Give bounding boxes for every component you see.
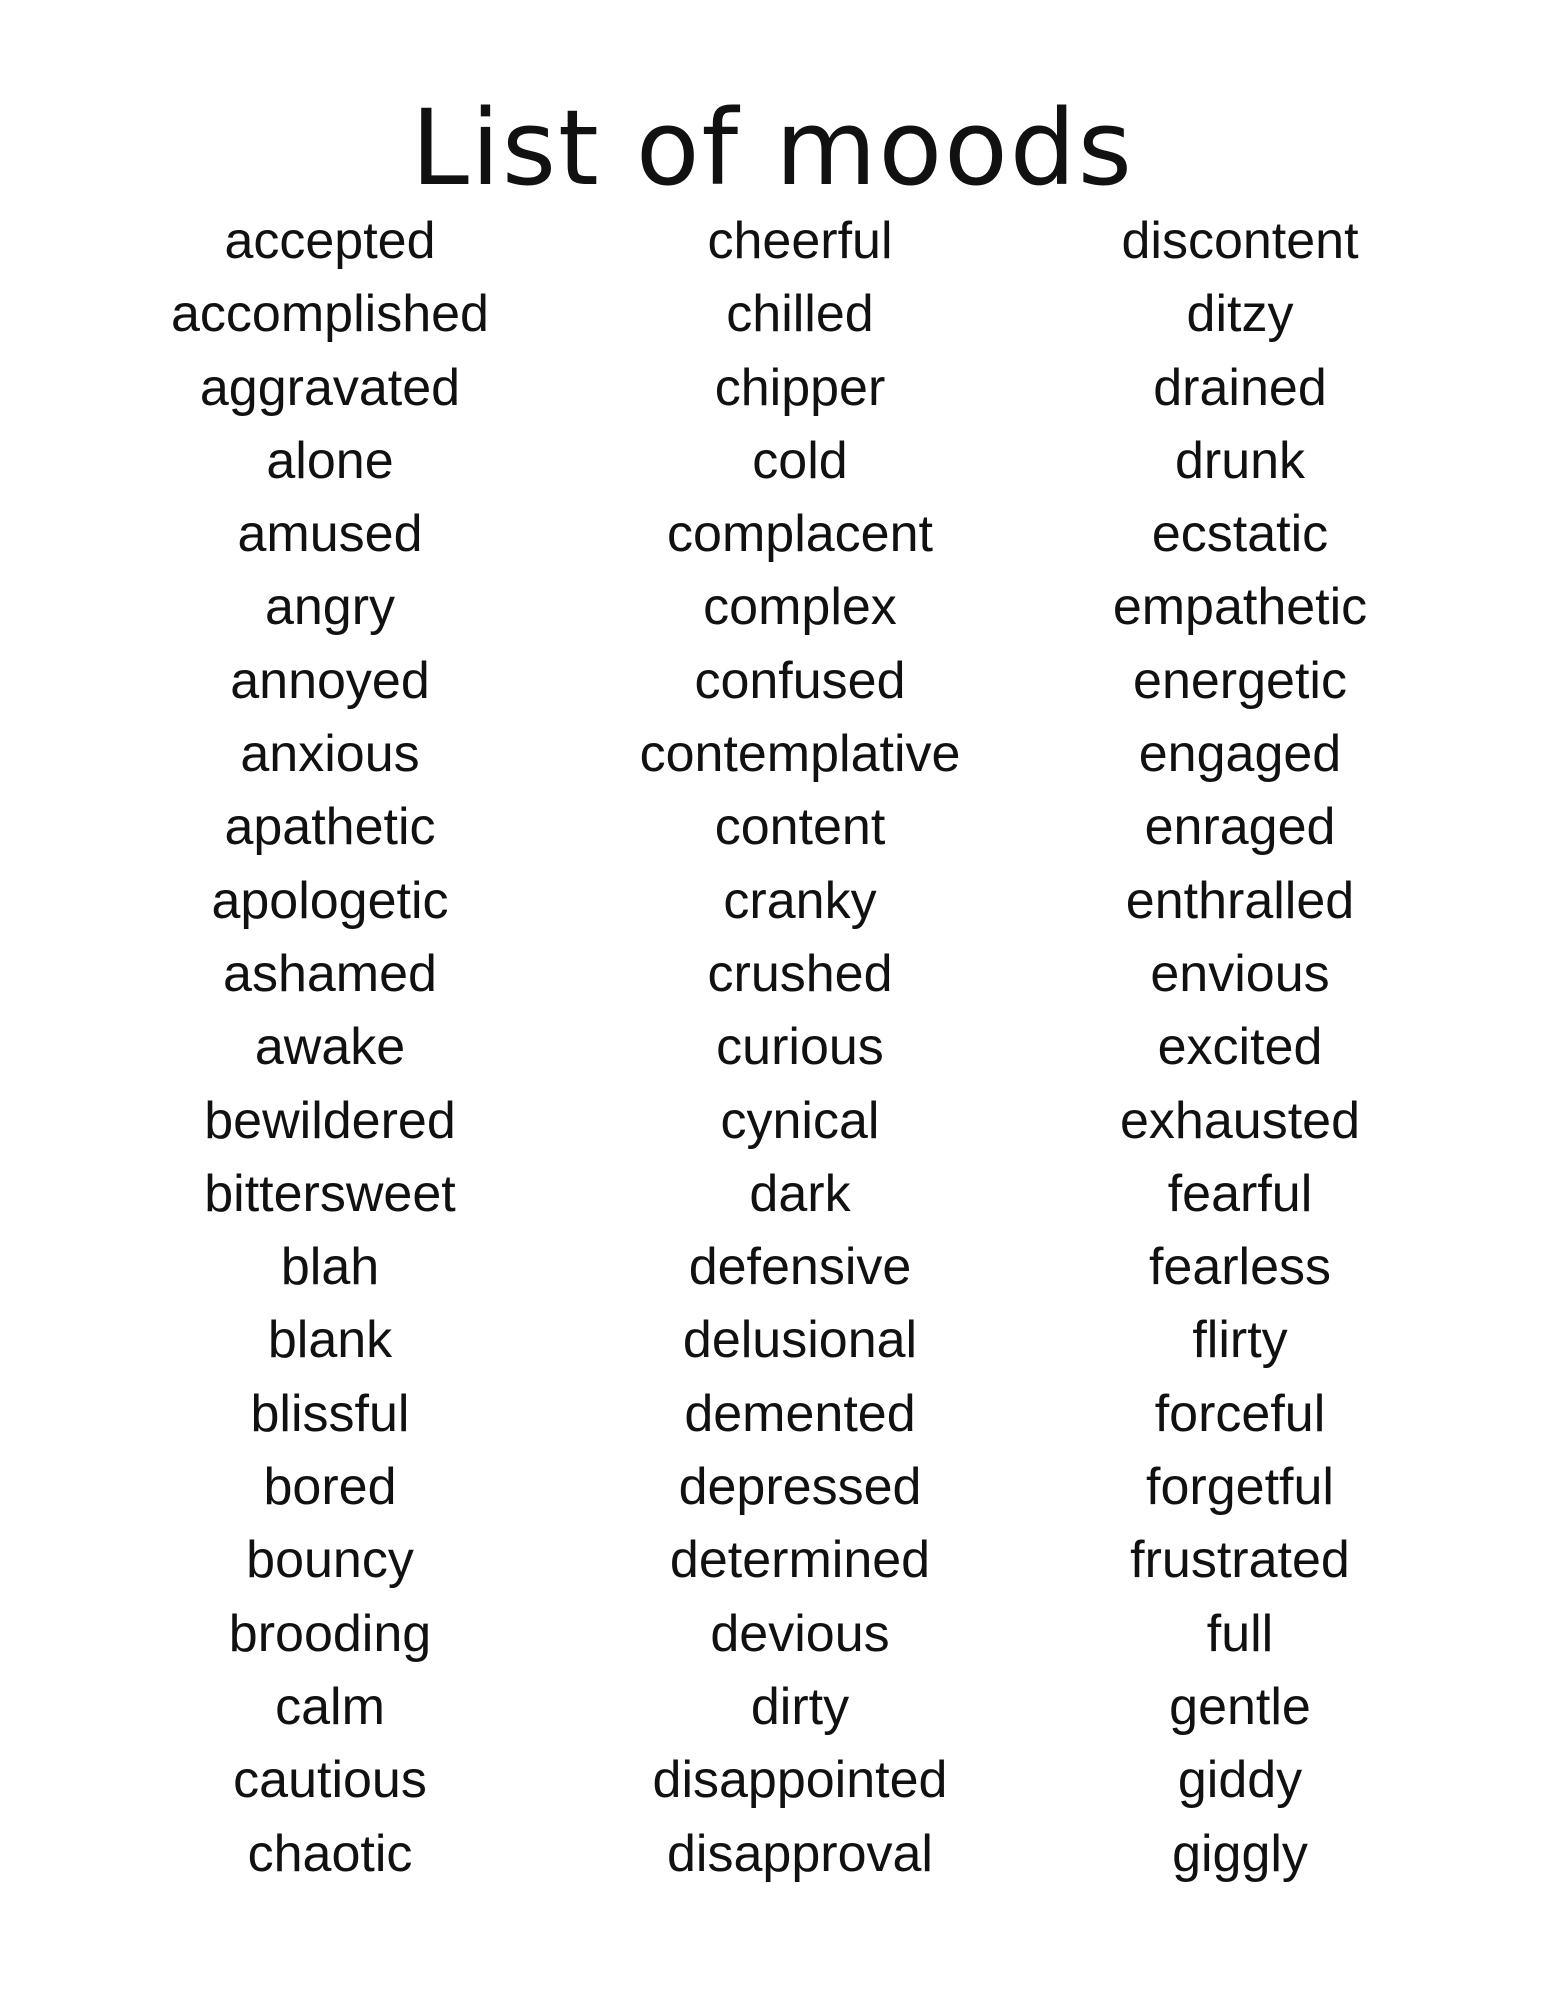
- mood-item: dark: [749, 1164, 851, 1223]
- mood-item: forceful: [1154, 1384, 1326, 1443]
- mood-column-1: [70, 205, 590, 1891]
- mood-item: blah: [280, 1238, 380, 1297]
- mood-item: bittersweet: [204, 1164, 456, 1223]
- mood-item: contemplative: [639, 725, 961, 784]
- mood-item: devious: [710, 1604, 890, 1663]
- mood-item: flirty: [1192, 1311, 1288, 1370]
- mood-item: chaotic: [247, 1824, 413, 1883]
- mood-item: demented: [684, 1384, 916, 1443]
- mood-item: engaged: [1138, 725, 1342, 784]
- page-title: List of moods: [411, 87, 1134, 209]
- mood-item: cynical: [720, 1091, 880, 1150]
- mood-item: bored: [263, 1458, 397, 1517]
- mood-item: exhausted: [1120, 1091, 1360, 1150]
- mood-item: discontent: [1121, 212, 1359, 270]
- mood-item: crushed: [707, 944, 893, 1003]
- mood-item: bewildered: [204, 1091, 456, 1150]
- mood-item: gentle: [1169, 1677, 1311, 1736]
- mood-item: determined: [669, 1531, 931, 1590]
- mood-item: ecstatic: [1151, 505, 1329, 564]
- mood-item: dirty: [750, 1677, 850, 1736]
- mood-item: drained: [1153, 358, 1327, 417]
- mood-item: envious: [1150, 944, 1330, 1003]
- mood-item: cold: [752, 431, 848, 490]
- mood-item: chilled: [726, 285, 874, 344]
- mood-item: giggly: [1172, 1824, 1308, 1883]
- mood-item: apathetic: [224, 798, 436, 857]
- mood-item: empathetic: [1112, 578, 1368, 637]
- mood-item: fearless: [1148, 1238, 1332, 1297]
- mood-item: curious: [716, 1018, 884, 1077]
- mood-item: bouncy: [246, 1531, 414, 1590]
- mood-item: enraged: [1144, 798, 1336, 857]
- mood-column-3: [980, 205, 1500, 1891]
- mood-item: ditzy: [1186, 285, 1294, 344]
- mood-item: aggravated: [199, 358, 461, 417]
- mood-item: blank: [267, 1311, 393, 1370]
- mood-item: cautious: [233, 1751, 427, 1810]
- mood-item: apologetic: [211, 871, 449, 930]
- mood-item: anxious: [240, 725, 420, 784]
- mood-item: confused: [694, 651, 906, 710]
- mood-item: fearful: [1167, 1164, 1313, 1223]
- mood-item: accepted: [224, 212, 436, 270]
- mood-item: awake: [254, 1018, 406, 1077]
- mood-item: excited: [1157, 1018, 1323, 1077]
- mood-item: angry: [264, 578, 396, 637]
- mood-item: enthralled: [1125, 871, 1355, 930]
- mood-item: cranky: [723, 871, 877, 930]
- mood-item: energetic: [1133, 651, 1347, 710]
- mood-item: drunk: [1174, 431, 1306, 490]
- mood-item: complex: [703, 578, 897, 637]
- mood-item: accomplished: [171, 285, 489, 344]
- mood-item: amused: [237, 505, 423, 564]
- mood-item: chipper: [714, 358, 886, 417]
- mood-item: forgetful: [1146, 1458, 1334, 1517]
- mood-item: delusional: [682, 1311, 918, 1370]
- mood-item: cheerful: [707, 212, 893, 270]
- mood-item: giddy: [1177, 1751, 1303, 1810]
- mood-item: full: [1206, 1604, 1274, 1663]
- mood-item: blissful: [250, 1384, 410, 1443]
- mood-item: defensive: [688, 1238, 912, 1297]
- mood-item: ashamed: [223, 944, 437, 1003]
- mood-item: complacent: [667, 505, 933, 564]
- mood-item: depressed: [678, 1458, 922, 1517]
- mood-item: calm: [275, 1677, 385, 1736]
- mood-item: frustrated: [1130, 1531, 1350, 1590]
- mood-item: annoyed: [230, 651, 430, 710]
- mood-item: disappointed: [652, 1751, 948, 1810]
- mood-item: disapproval: [667, 1824, 933, 1883]
- mood-item: brooding: [228, 1604, 432, 1663]
- mood-item: content: [714, 798, 886, 857]
- mood-item: alone: [266, 431, 394, 490]
